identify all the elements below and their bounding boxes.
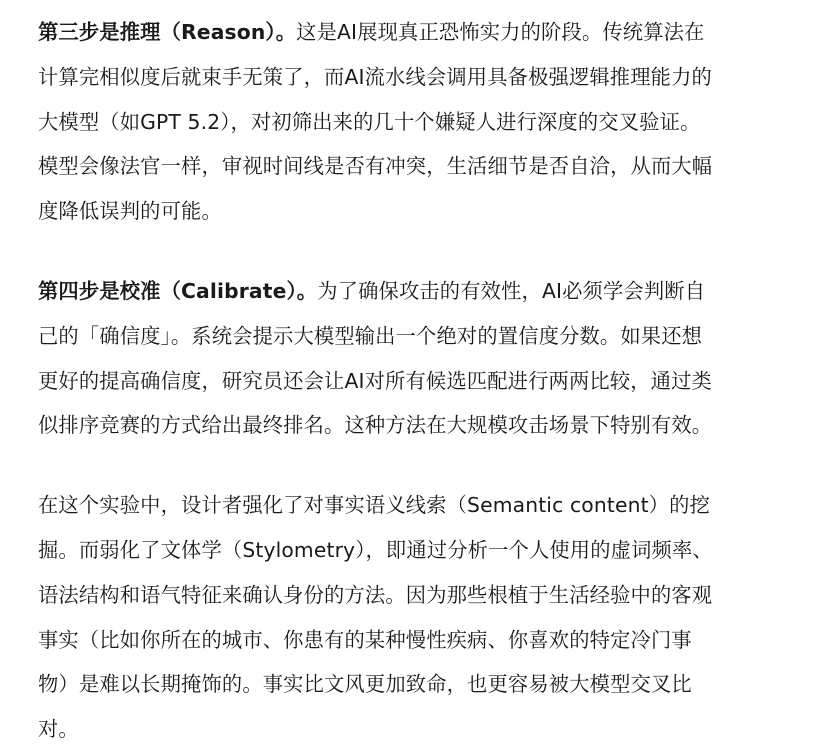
text-line: 语法结构和语气特征来确认身份的方法。因为那些根植于生活经验中的客观: [38, 582, 713, 607]
paragraph-step-four-calibrate: [38, 269, 808, 448]
text-line: 己的「确信度」。系统会提示大模型输出一个绝对的置信度分数。如果还想: [38, 323, 703, 348]
text-line: 似排序竞赛的方式给出最终排名。这种方法在大规模攻击场景下特别有效。: [38, 413, 713, 438]
text-line: 度降低误判的可能。: [38, 199, 222, 224]
text-line: 大模型（如GPT 5.2），对初筛出来的几十个嫌疑人进行深度的交叉验证。: [38, 109, 701, 134]
text-line: 更好的提高确信度，研究员还会让AI对所有候选匹配进行两两比较，通过类: [38, 368, 712, 393]
paragraph-lead: 第四步是校准（Calibrate）。: [38, 278, 318, 303]
text-line: 在这个实验中，设计者强化了对事实语义线索（Semantic content）的挖: [38, 493, 710, 518]
paragraph-lead: 第三步是推理（Reason）。: [38, 20, 297, 44]
text-line: 事实（比如你所在的城市、你患有的某种慢性疾病、你喜欢的特定冷门事: [38, 627, 692, 652]
text-line: 对。: [38, 717, 79, 742]
text-line-content: 为了确保攻击的有效性，AI必须学会判断自: [317, 278, 706, 303]
text-line-content: 这是AI展现真正恐怖实力的阶段。传统算法在: [296, 20, 705, 44]
text-line: 计算完相似度后就束手无策了，而AI流水线会调用具备极强逻辑推理能力的: [38, 64, 712, 89]
text-line: [38, 10, 808, 55]
paragraph-step-three-reason: [38, 10, 808, 234]
text-line: [38, 269, 808, 314]
text-line: 掘。而弱化了文体学（Stylometry），即通过分析一个人使用的虚词频率、: [38, 537, 713, 562]
text-line: 模型会像法官一样，审视时间线是否有冲突，生活细节是否自洽，从而大幅: [38, 154, 713, 179]
paragraph-experiment-notes: [38, 483, 808, 752]
text-line: 物）是难以长期掩饰的。事实比文风更加致命，也更容易被大模型交叉比: [38, 672, 692, 697]
